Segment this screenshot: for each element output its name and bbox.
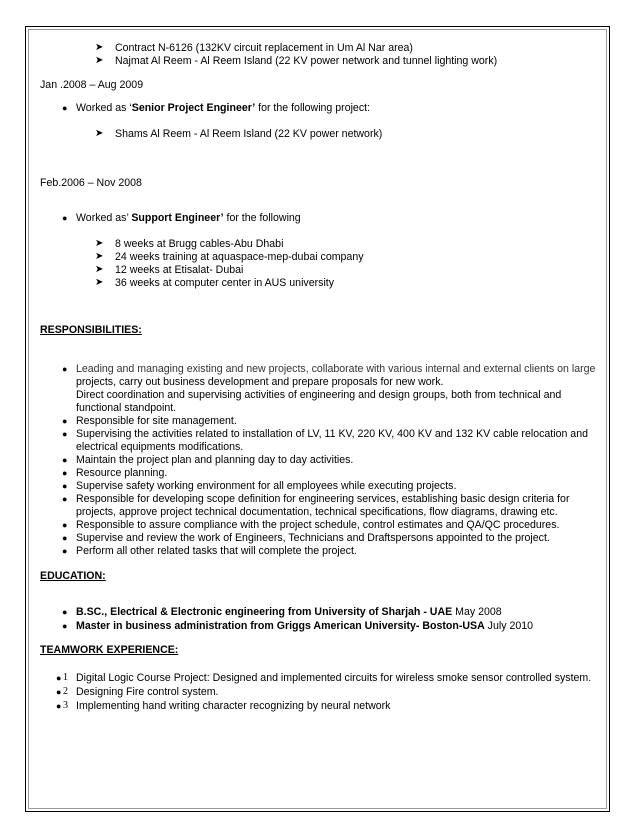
list-number: 1 <box>63 672 68 683</box>
bullet-icon: ● <box>56 701 62 711</box>
bullet-icon: ● <box>62 520 68 530</box>
bullet-icon: ● <box>62 416 68 426</box>
responsibility-line: functional standpoint. <box>76 402 177 414</box>
responsibility-line: Responsible to assure compliance with the project schedule, control estimates and QA/QC procedures. <box>76 519 560 531</box>
list-number: 2 <box>63 686 68 697</box>
bullet-icon: ● <box>62 103 68 113</box>
bullet-icon: ● <box>62 364 68 374</box>
role-suffix: for the following <box>223 212 301 224</box>
responsibility-line: projects, approve project technical documentation, technical specifications, flow diagrams, drawing etc. <box>76 506 558 518</box>
project-item: Contract N-6126 (132KV circuit replacement in Um Al Nar area) <box>115 42 413 54</box>
role-prefix: Worked as ‘ <box>76 102 132 114</box>
list-number: 3 <box>63 700 68 711</box>
section-heading-responsibilities: RESPONSIBILITIES: <box>40 324 142 336</box>
degree-date: May 2008 <box>452 606 502 618</box>
bullet-icon: ● <box>62 546 68 556</box>
responsibility-line: Responsible for developing scope definition for engineering services, establishing basic design criteria for <box>76 493 570 505</box>
responsibility-line: projects, carry out business development and prepare proposals for new work. <box>76 376 444 388</box>
project-item: 24 weeks training at aquaspace-mep-dubai company <box>115 251 364 263</box>
teamwork-item: Digital Logic Course Project: Designed and implemented circuits for wireless smoke sensor controlled system. <box>76 672 592 684</box>
arrow-bullet-icon: ➤ <box>95 277 104 288</box>
arrow-bullet-icon: ➤ <box>95 264 104 275</box>
bullet-icon: ● <box>56 673 62 683</box>
arrow-bullet-icon: ➤ <box>95 251 104 262</box>
education-item <box>76 606 502 619</box>
degree: B.SC., Electrical & Electronic engineering from University of Sharjah - UAE <box>76 606 453 618</box>
bullet-icon: ● <box>62 468 68 478</box>
project-item: Shams Al Reem - Al Reem Island (22 KV power network) <box>115 128 383 140</box>
arrow-bullet-icon: ➤ <box>95 55 104 66</box>
degree-date: July 2010 <box>484 620 534 632</box>
bullet-icon: ● <box>62 213 68 223</box>
responsibility-line: Responsible for site management. <box>76 415 237 427</box>
bullet-icon: ● <box>56 687 62 697</box>
job-dates: Feb.2006 – Nov 2008 <box>40 177 142 189</box>
section-heading-education: EDUCATION: <box>40 570 106 582</box>
bullet-icon: ● <box>62 533 68 543</box>
project-item: 36 weeks at computer center in AUS university <box>115 277 335 289</box>
bullet-icon: ● <box>62 621 68 631</box>
responsibility-line: Maintain the project plan and planning day to day activities. <box>76 454 354 466</box>
bullet-icon: ● <box>62 481 68 491</box>
responsibility-line: electrical equipments modifications. <box>76 441 244 453</box>
role-prefix: Worked as’ <box>76 212 132 224</box>
responsibility-line: Supervise and review the work of Engineers, Technicians and Draftspersons appointed to the project. <box>76 532 550 544</box>
responsibility-line: Resource planning. <box>76 467 168 479</box>
role-title: Support Engineer’ <box>131 212 224 224</box>
role-title: Senior Project Engineer’ <box>131 102 256 114</box>
responsibility-line: Supervise safety working environment for all employees while executing projects. <box>76 480 457 492</box>
role-suffix: for the following project: <box>255 102 371 114</box>
job-dates: Jan .2008 – Aug 2009 <box>40 79 144 91</box>
responsibility-line: Perform all other related tasks that will complete the project. <box>76 545 357 557</box>
section-heading-teamwork: TEAMWORK EXPERIENCE: <box>40 644 179 656</box>
arrow-bullet-icon: ➤ <box>95 128 104 139</box>
responsibility-line: Leading and managing existing and new projects, collaborate with various internal and external clients on large <box>76 363 596 375</box>
bullet-icon: ● <box>62 607 68 617</box>
job-role <box>76 102 370 115</box>
responsibility-line: Supervising the activities related to installation of LV, 11 KV, 220 KV, 400 KV and 132 KV cable relocation and <box>76 428 588 440</box>
bullet-icon: ● <box>62 455 68 465</box>
project-item: Najmat Al Reem - Al Reem Island (22 KV power network and tunnel lighting work) <box>115 55 498 67</box>
bullet-icon: ● <box>62 494 68 504</box>
bullet-icon: ● <box>62 429 68 439</box>
arrow-bullet-icon: ➤ <box>95 42 104 53</box>
project-item: 8 weeks at Brugg cables-Abu Dhabi <box>115 238 284 250</box>
arrow-bullet-icon: ➤ <box>95 238 104 249</box>
teamwork-item: Designing Fire control system. <box>76 686 219 698</box>
education-item <box>76 620 533 633</box>
job-role <box>76 212 301 225</box>
teamwork-item: Implementing hand writing character recognizing by neural network <box>76 700 391 712</box>
degree: Master in business administration from Griggs American University- Boston-USA <box>76 620 485 632</box>
responsibility-line: Direct coordination and supervising activities of engineering and design groups, both from technical and <box>76 389 562 401</box>
project-item: 12 weeks at Etisalat- Dubai <box>115 264 244 276</box>
